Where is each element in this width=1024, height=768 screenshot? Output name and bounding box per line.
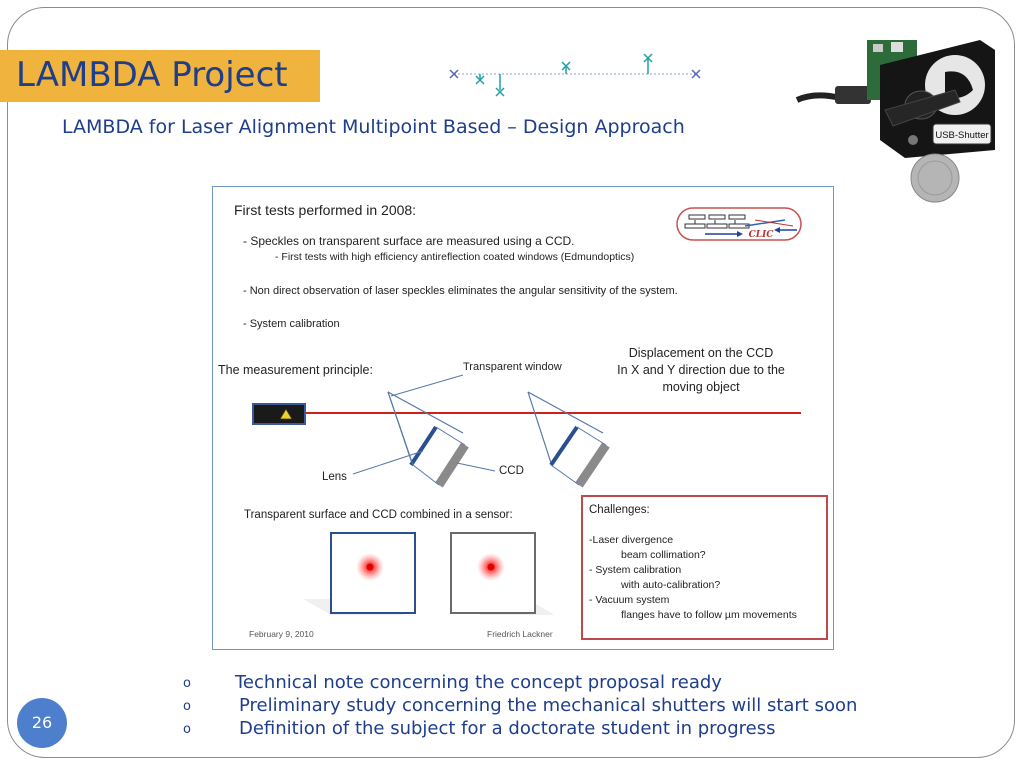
challenges-title: Challenges:: [589, 504, 650, 516]
marker-left-icon: [450, 70, 458, 78]
window-label: Transparent window: [463, 361, 562, 373]
slide-subtitle: LAMBDA for Laser Alignment Multipoint Based – Design Approach: [62, 116, 685, 138]
bullet-text: Preliminary study concerning the mechanical shutters will start soon: [239, 695, 858, 716]
challenge-item: beam collimation?: [621, 549, 706, 561]
ccd-2: [579, 445, 606, 485]
svg-text:CLIC: CLIC: [748, 230, 774, 240]
sensor-squares: [293, 527, 553, 627]
footer-date: February 9, 2010: [249, 629, 314, 639]
laser-source: [253, 404, 305, 424]
embedded-line-4: - System calibration: [243, 318, 340, 330]
page-number: 26: [17, 698, 67, 748]
laser-spot-2: [488, 564, 495, 571]
slide-title: LAMBDA Project: [16, 55, 288, 95]
footer-author: Friedrich Lackner: [487, 629, 553, 639]
lens-1: [411, 427, 436, 465]
principle-label: The measurement principle:: [218, 363, 373, 377]
alignment-markers-graphic: [446, 52, 706, 102]
displacement-label-3: moving object: [662, 380, 740, 394]
circle-bullet-icon: o: [183, 676, 191, 691]
embedded-line-1: - Speckles on transparent surface are measured using a CCD.: [243, 234, 575, 248]
circle-bullet-icon: o: [183, 722, 191, 737]
embedded-line-2: - First tests with high efficiency antireflection coated windows (Edmundoptics): [275, 251, 635, 263]
embedded-line-3: - Non direct observation of laser speckles eliminates the angular sensitivity of the system.: [243, 285, 678, 297]
laser-spot-1: [367, 564, 374, 571]
lens-2: [551, 427, 577, 465]
measurement-principle-diagram: [213, 187, 833, 497]
challenge-item: -Laser divergence: [589, 534, 674, 546]
embedded-slide: [212, 186, 834, 650]
bullet-text: Definition of the subject for a doctorate student in progress: [239, 718, 776, 739]
lens-label: Lens: [322, 471, 347, 483]
ccd-label: CCD: [499, 465, 524, 477]
marker-right-icon: [692, 70, 700, 78]
displacement-label-1: Displacement on the CCD: [628, 346, 774, 360]
ccd-1: [439, 445, 465, 485]
challenge-item: with auto-calibration?: [621, 579, 721, 591]
usb-shutter-photo: [795, 30, 1000, 205]
challenge-item: - System calibration: [589, 564, 682, 576]
embedded-heading: First tests performed in 2008:: [234, 202, 417, 218]
challenge-item: - Vacuum system: [589, 594, 670, 606]
circle-bullet-icon: o: [183, 699, 191, 714]
displacement-label-2: In X and Y direction due to the: [617, 363, 785, 377]
bullet-text: Technical note concerning the concept proposal ready: [235, 672, 722, 693]
sensor-label: Transparent surface and CCD combined in a sensor:: [244, 509, 513, 521]
challenge-item: flanges have to follow µm movements: [621, 609, 797, 621]
shutter-label: USB-Shutter: [935, 130, 989, 141]
challenges-box: [581, 495, 828, 640]
